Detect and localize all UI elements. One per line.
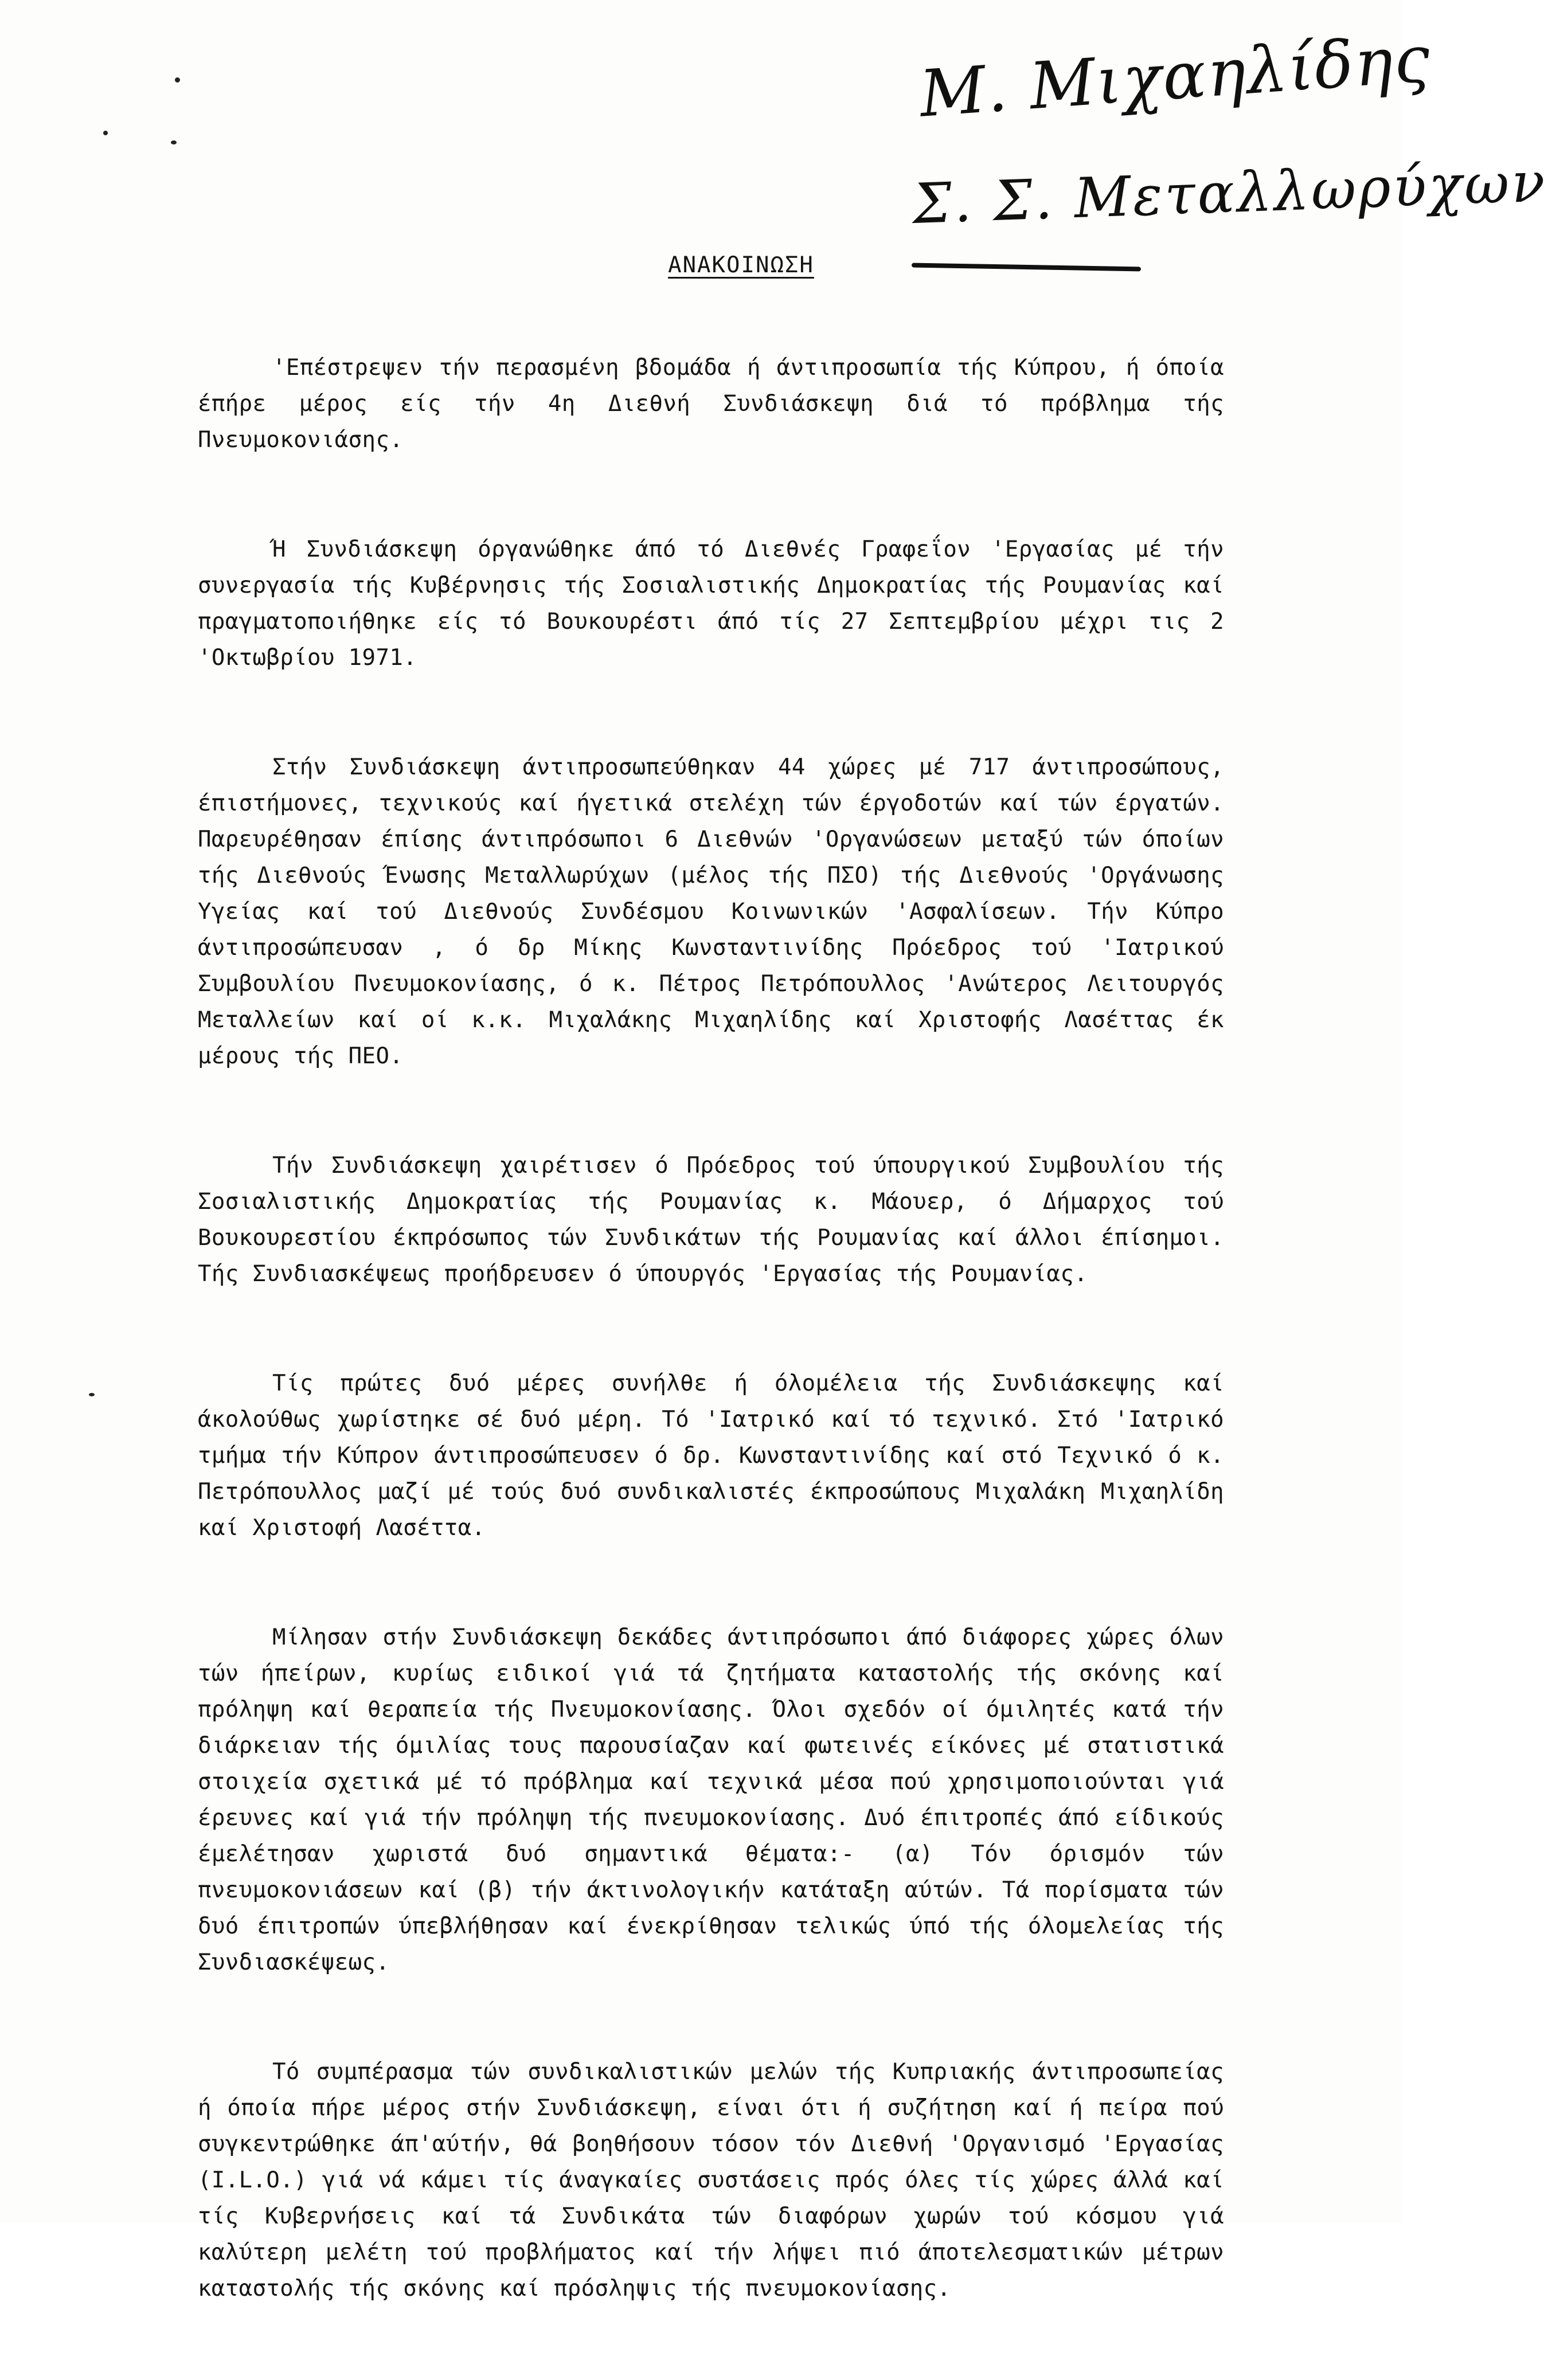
paragraph: Τό συμπέρασμα τών συνδικαλιστικών μελών τής Κυπριακής άντιπροσωπείας ή όποία πήρε μέρος στήν Συνδιάσκεψη, είναι ότι ή συζήτηση καί ή πείρα πού συγκεντρώθηκε άπ'αύτήν, θά βοηθήσουν τόσον τόν Διεθνή 'Οργανισμό 'Εργασίας (I.L.O.) γιά νά κάμει τίς άναγκαίες συστάσεις πρός όλες τίς χώρες άλλά καί τίς Κυβερνήσεις καί τά Συνδικάτα τών διαφόρων χωρών τού κόσμου γιά καλύτερη μελέτη τού προβλήματος καί τήν λήψει πιό άποτελεσματικών μέτρων καταστολής τής σκόνης καί πρόσληψις τής πνευμοκονίασης.	[198, 2059, 1224, 2301]
scan-speck	[171, 140, 177, 144]
paragraph: Τίς πρώτες δυό μέρες συνήλθε ή όλομέλεια τής Συνδιάσκεψης καί άκολούθως χωρίστηκε σέ δυό μέρη. Τό 'Ιατρικό καί τό τεχνικό. Στό 'Ιατρικό τμήμα τήν Κύπρον άντιπροσώπευσεν ό δρ. Κωνσταντινίδης καί στό Τεχνικό ό κ. Πετρόπουλλος μαζί μέ τούς δυό συνδικαλιστές έκπροσώπους Μιχαλάκη Μιχαηλίδη καί Χριστοφή Λασέττα.	[198, 1371, 1224, 1541]
paragraph: Τήν Συνδιάσκεψη χαιρέτισεν ό Πρόεδρος τού ύπουργικού Συμβουλίου τής Σοσιαλιστικής Δημοκρατίας τής Ρουμανίας κ. Μάουερ, ό Δήμαρχος τού Βουκουρεστίου έκπρόσωπος τών Συνδικάτων τής Ρουμανίας καί άλλοι έπίσημοι. Τής Συνδιασκέψεως προήδρευσεν ό ύπουργός 'Εργασίας τής Ρουμανίας.	[198, 1153, 1224, 1287]
scan-speck	[89, 1393, 95, 1396]
scan-speck	[103, 131, 108, 135]
paragraph: Μίλησαν στήν Συνδιάσκεψη δεκάδες άντιπρόσωποι άπό διάφορες χώρες όλων τών ήπείρων, κυρίως ειδικοί γιά τά ζητήματα καταστολής τής σκόνης καί πρόληψη καί θεραπεία τής Πνευμοκονίασης. Όλοι σχεδόν οί όμιλητές κατά τήν διάρκειαν τής όμιλίας τους παρουσίαζαν καί φωτεινές είκόνες μέ στατιστικά στοιχεία σχετικά μέ τό πρόβλημα καί τεχνικά μέσα πού χρησιμοποιούνται γιά έρευνες καί γιά τήν πρόληψη τής πνευμοκονίασης. Δυό έπιτροπές άπό είδικούς έμελέτησαν χωριστά δυό σημαντικά θέματα:- (α) Τόν όρισμόν τών πνευμοκονιάσεων καί (β) τήν άκτινολογικήν κατάταξη αύτών. Τά πορίσματα τών δυό έπιτροπών ύπεβλήθησαν καί ένεκρίθησαν τελικώς ύπό τής όλομελείας τής Συνδιασκέψεως.	[198, 1624, 1224, 1975]
document-title-text: ΑΝΑΚΟΙΝΩΣΗ	[668, 252, 814, 278]
paragraph: 'Επέστρεψεν τήν περασμένη βδομάδα ή άντιπροσωπία τής Κύπρου, ή όποία έπήρε μέρος είς τήν 4η Διεθνή Συνδιάσκεψη διά τό πρόβλημα τής Πνευμοκονιάσης.	[198, 355, 1224, 453]
handwritten-name: Μ. Μιχαηλίδης	[917, 21, 1434, 132]
document-title	[0, 252, 1402, 278]
handwritten-organization: Σ. Σ. Μεταλλωρύχων	[912, 150, 1548, 236]
scan-speck	[175, 77, 180, 83]
paragraph: Στήν Συνδιάσκεψη άντιπροσωπεύθηκαν 44 χώρες μέ 717 άντιπροσώπους, έπιστήμονες, τεχνικούς καί ήγετικά στελέχη τών έργοδοτών καί τών έργατών. Παρευρέθησαν έπίσης άντιπρόσωποι 6 Διεθνών 'Οργανώσεων μεταξύ τών όποίων τής Διεθνούς Ένωσης Μεταλλωρύχων (μέλος τής ΠΣΟ) τής Διεθνούς 'Οργάνωσης Υγείας καί τού Διεθνούς Συνδέσμου Κοινωνικών 'Ασφαλίσεων. Τήν Κύπρο άντιπροσώπευσαν , ό δρ Μίκης Κωνσταντινίδης Πρόεδρος τού 'Ιατρικού Συμβουλίου Πνευμοκονίασης, ό κ. Πέτρος Πετρόπουλλος 'Ανώτερος Λειτουργός Μεταλλείων καί οί κ.κ. Μιχαλάκης Μιχαηλίδης καί Χριστοφής Λασέττας έκ μέρους τής ΠΕΟ.	[198, 754, 1224, 1069]
document-body	[198, 350, 1224, 2380]
paragraph: Ή Συνδιάσκεψη όργανώθηκε άπό τό Διεθνές Γραφεΐον 'Εργασίας μέ τήν συνεργασία τής Κυβέρνησις τής Σοσιαλιστικής Δημοκρατίας τής Ρουμανίας καί πραγματοποιήθηκε είς τό Βουκουρέστι άπό τίς 27 Σεπτεμβρίου μέχρι τις 2 'Οκτωβρίου 1971.	[198, 537, 1224, 671]
